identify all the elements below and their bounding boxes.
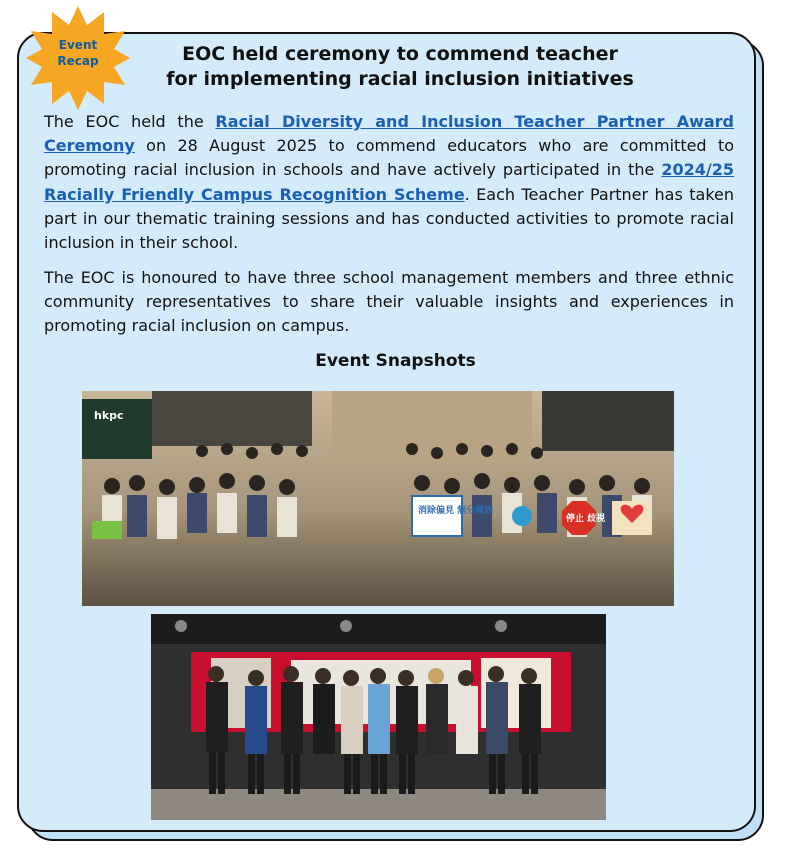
- audience-photo-illustration: [82, 391, 674, 606]
- wall-logo: hkpc: [94, 409, 124, 422]
- second-paragraph: The EOC is honoured to have three school management members and three ethnic community representatives to share their valuable insights and experiences in promoting racial inclusion on campus.: [44, 268, 734, 336]
- snapshots-heading: Event Snapshots: [315, 351, 476, 371]
- intro-text-3: . Each Teacher Partner has taken part in our thematic training sessions and has conducted activities to promote racial inclusion in their school.: [44, 184, 734, 253]
- recognition-scheme-link[interactable]: 2024/25 Racially Friendly Campus Recognition Scheme: [44, 160, 734, 204]
- title-line-2: for implementing racial inclusion initiatives: [166, 68, 634, 90]
- sign-stop-discrimination: 停止 歧視: [566, 514, 606, 524]
- sign-no-racism: 消除偏見 無分種族: [418, 506, 494, 516]
- article-title: [120, 42, 680, 92]
- event-recap-badge: [24, 4, 132, 112]
- group-photo-illustration: [151, 614, 606, 820]
- event-photo-audience: [82, 391, 674, 606]
- event-photo-group: [151, 614, 606, 820]
- badge-line-1: Event: [58, 38, 98, 52]
- intro-text-2: on 28 August 2025 to commend educators who are committed to promoting racial inclusion in schools and have actively participated in the: [44, 136, 734, 180]
- badge-line-2: Recap: [57, 54, 99, 68]
- intro-paragraph: [44, 110, 734, 255]
- title-line-1: EOC held ceremony to commend teacher: [182, 43, 618, 65]
- intro-text-1: The EOC held the: [44, 112, 216, 131]
- badge-label: [24, 37, 132, 69]
- award-ceremony-link[interactable]: Racial Diversity and Inclusion Teacher Partner Award Ceremony: [44, 112, 734, 156]
